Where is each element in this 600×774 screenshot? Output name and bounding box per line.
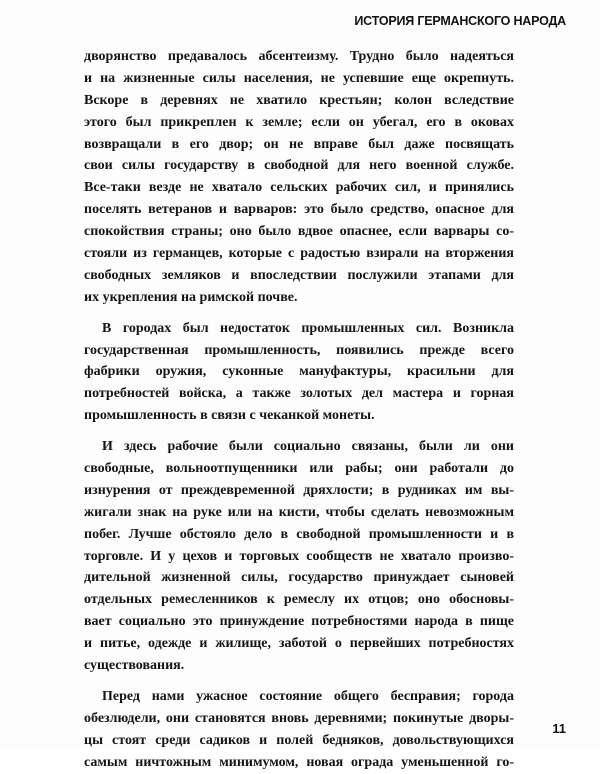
text-line: спокойствия страны; оно было вдвое опаснее, если варвары со- — [84, 224, 514, 240]
text-line: и на жизненные силы населения, не успевшие еще окрепнуть. — [84, 70, 514, 86]
text-line: свободные, вольноотпущенники или рабы; они работали до — [84, 461, 514, 477]
text-line: и питье, одежде и жилище, заботой о первейших потребностях — [84, 636, 514, 652]
text-line: изнурения от преждевременной дряхлости; в рудниках им вы- — [84, 482, 514, 498]
text-line: цы стоят среди садиков и полей бедняков, довольствующихся — [84, 732, 514, 748]
text-line: дворянство предавалось абсентеизму. Трудно было надеяться — [84, 49, 514, 64]
text-line: торговле. И у цехов и торговых сообществ не хватало произво- — [84, 548, 514, 564]
text-line: Вскоре в деревнях не хватило крестьян; колон вследствие — [84, 92, 514, 108]
paragraph — [84, 686, 514, 774]
paragraph — [84, 436, 514, 677]
running-title: ИСТОРИЯ ГЕРМАНСКОГО НАРОДА — [354, 14, 566, 28]
text-line: свободных земляков и впоследствии послужили этапами для — [84, 267, 514, 283]
text-line: стояли из германцев, которые с радостью взирали на вторжения — [84, 246, 514, 262]
text-line: дительной жизненной силы, государство принуждает сыновей — [84, 570, 514, 586]
text-line: обезлюдели, они становятся вновь деревнями; покинутые дворы- — [84, 710, 514, 726]
text-line: самым ничтожным минимумом, новая ограда уменьшенной го- — [84, 754, 514, 770]
text-line: государственная промышленность, появились прежде всего — [84, 342, 514, 358]
text-line: В городах был недостаток промышленных сил. Возникла — [102, 320, 514, 336]
paragraph — [84, 318, 514, 427]
text-line: свои силы государству в свободной для него военной службе. — [84, 158, 514, 174]
text-line: Перед нами ужасное состояние общего бесправия; города — [102, 688, 514, 704]
page-number: 11 — [552, 721, 566, 736]
text-line: вает социально это принуждение потребностями народа в пище — [84, 614, 514, 630]
text-line: Все-таки везде не хватало сельских рабочих сил, и принялись — [84, 180, 514, 196]
body-text — [84, 46, 514, 774]
text-line: поселять ветеранов и варваров: это было средство, опасное для — [84, 202, 514, 218]
text-line: существования. — [84, 658, 185, 674]
text-line: отдельных ремесленников к ремеслу их отцов; оно обосновы- — [84, 592, 514, 608]
text-line: И здесь рабочие были социально связаны, были ли они — [102, 439, 514, 455]
text-line: фабрики оружия, суконные мануфактуры, красильни для — [84, 364, 514, 380]
text-line: жигали знак на руке или на кисти, чтобы сделать невозможным — [84, 504, 514, 520]
text-line: их укрепления на римской почве. — [84, 289, 298, 305]
text-line: потребностей войска, а также золотых дел мастера и горная — [84, 386, 514, 402]
text-line: этого был прикреплен к земле; если он убегал, его в оковах — [84, 114, 514, 130]
paragraph — [84, 46, 514, 309]
text-line: возвращали в его двор; он не вправе был даже посвящать — [84, 136, 514, 152]
text-line: побег. Лучше обстояло дело в свободной промышленности и в — [84, 526, 514, 542]
text-line: промышленность в связи с чеканкой монеты. — [84, 408, 375, 424]
